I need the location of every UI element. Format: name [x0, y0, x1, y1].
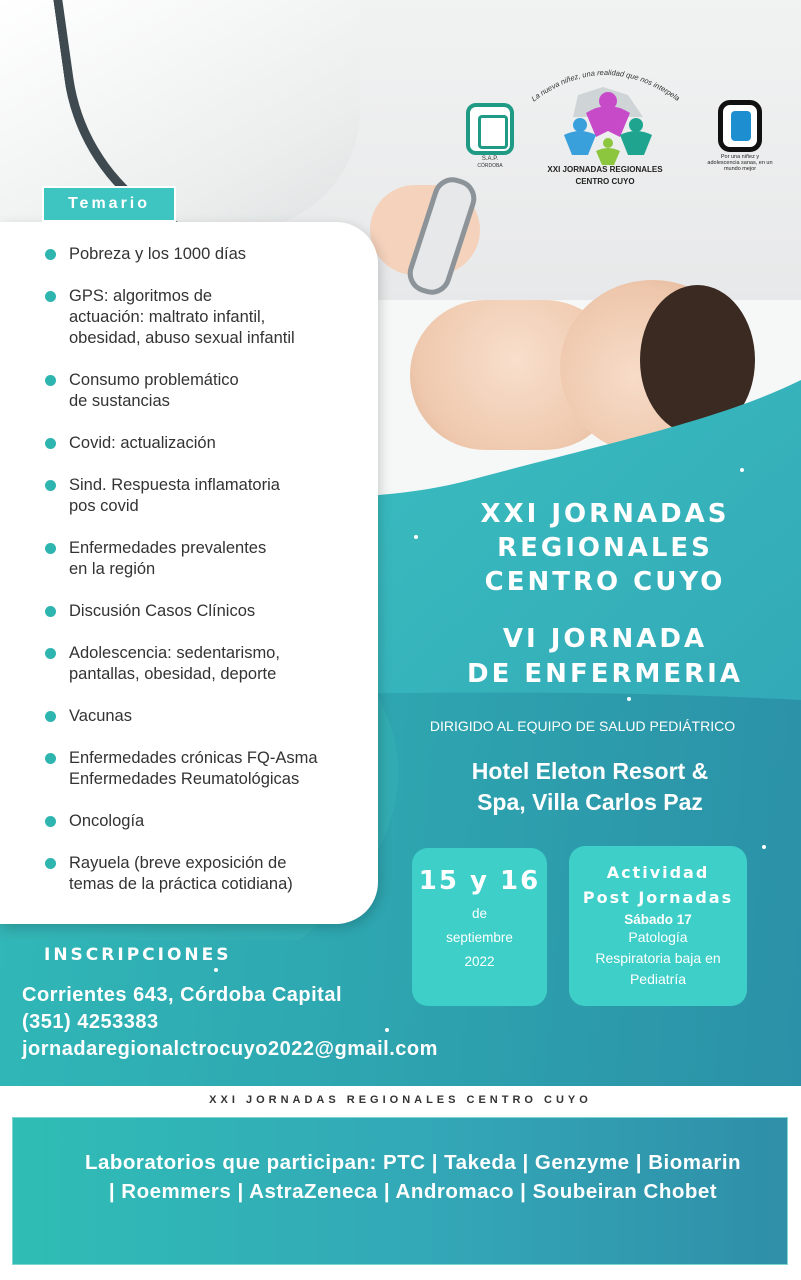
event-subtitle: VI JORNADA DE ENFERMERIA	[467, 624, 743, 689]
inscripciones-title: INSCRIPCIONES	[44, 945, 232, 965]
temario-item	[0, 853, 378, 895]
sparkle	[214, 968, 218, 972]
sparkle	[740, 468, 744, 472]
temario-item-text: Enfermedades prevalentes en la región	[69, 539, 267, 578]
temario-item-text: Rayuela (breve exposición de temas de la práctica cotidiana)	[69, 854, 293, 893]
temario-item-text: Consumo problemático de sustancias	[69, 371, 239, 410]
footer-strip: XXI JORNADAS REGIONALES CENTRO CUYO	[0, 1086, 801, 1114]
date-days: 15 y 16	[418, 866, 541, 896]
sap-cordoba-logo	[460, 103, 520, 173]
bullet-icon	[45, 816, 56, 827]
temario-item	[0, 475, 378, 517]
bullet-icon	[45, 480, 56, 491]
laboratorios-box	[12, 1117, 788, 1265]
temario-item	[0, 370, 378, 412]
temario-card	[0, 222, 378, 924]
bullet-icon	[45, 438, 56, 449]
temario-item	[0, 538, 378, 580]
sparkle	[627, 697, 631, 701]
bullet-icon	[45, 711, 56, 722]
temario-item	[0, 748, 378, 790]
inscripciones-phone[interactable]: (351) 4253383	[22, 1011, 159, 1033]
temario-item	[0, 244, 378, 265]
sap-logo-line2: CÓRDOBA	[477, 163, 503, 169]
bullet-icon	[45, 606, 56, 617]
bullet-icon	[45, 753, 56, 764]
jornadas-logo	[520, 55, 690, 195]
temario-item-text: Oncología	[69, 812, 145, 830]
post-jornadas-heading: Actividad Post Jornadas	[582, 863, 734, 907]
sparkle	[762, 845, 766, 849]
post-jornadas-day: Sábado 17	[624, 912, 692, 927]
date-month-year: de septiembre 2022	[446, 906, 513, 969]
temario-item-text: Sind. Respuesta inflamatoria pos covid	[69, 476, 280, 515]
temario-item	[0, 706, 378, 727]
ninez-sana-logo	[705, 100, 775, 180]
temario-item-text: Enfermedades crónicas FQ-Asma Enfermedades Reumatológicas	[69, 749, 318, 788]
bullet-icon	[45, 648, 56, 659]
logo-title-line1: XXI JORNADAS REGIONALES	[547, 165, 663, 174]
audience-text: DIRIGIDO AL EQUIPO DE SALUD PEDIÁTRICO	[429, 718, 736, 734]
bullet-icon	[45, 543, 56, 554]
temario-item-text: GPS: algoritmos de actuación: maltrato infantil, obesidad, abuso sexual infantil	[69, 287, 295, 347]
date-box	[412, 848, 547, 1006]
venue-text: Hotel Eleton Resort & Spa, Villa Carlos Paz	[471, 758, 709, 815]
temario-item-text: Vacunas	[69, 707, 132, 725]
laboratorios-text: Laboratorios que participan: PTC | Takeda | Genzyme | Biomarin | Roemmers | AstraZeneca | Andromaco | Soubeiran Chobet	[84, 1151, 742, 1203]
bullet-icon	[45, 249, 56, 260]
temario-item	[0, 643, 378, 685]
svg-text:La nueva niñez, una realidad q: La nueva niñez, una realidad que nos interpela	[529, 67, 682, 104]
ninez-logo-icon	[718, 100, 762, 152]
logo-title-line2: CENTRO CUYO	[575, 177, 635, 186]
temario-item	[0, 286, 378, 349]
bullet-icon	[45, 375, 56, 386]
temario-item	[0, 433, 378, 454]
sparkle	[385, 1028, 389, 1032]
bullet-icon	[45, 858, 56, 869]
bullet-icon	[45, 291, 56, 302]
temario-list	[0, 222, 378, 895]
sap-logo-line1: S.A.P.	[481, 156, 499, 162]
temario-item	[0, 601, 378, 622]
temario-item-text: Pobreza y los 1000 días	[69, 245, 247, 263]
temario-item-text: Discusión Casos Clínicos	[69, 602, 256, 620]
event-title: XXI JORNADAS REGIONALES CENTRO CUYO	[480, 499, 730, 597]
temario-label: Temario	[42, 186, 176, 222]
temario-item-text: Covid: actualización	[69, 434, 216, 452]
inscripciones-address: Corrientes 643, Córdoba Capital	[22, 984, 343, 1006]
post-jornadas-box	[569, 846, 747, 1006]
inscripciones-email[interactable]: jornadaregionalctrocuyo2022@gmail.com	[22, 1038, 438, 1060]
post-jornadas-topic: Patología Respiratoria baja en Pediatría	[595, 929, 721, 987]
temario-item	[0, 811, 378, 832]
sap-logo-icon	[466, 103, 514, 155]
temario-item-text: Adolescencia: sedentarismo, pantallas, obesidad, deporte	[69, 644, 280, 683]
sparkle	[414, 535, 418, 539]
ninez-logo-text: Por una niñez y adolescencia sanas, en un mundo mejor	[707, 154, 773, 172]
